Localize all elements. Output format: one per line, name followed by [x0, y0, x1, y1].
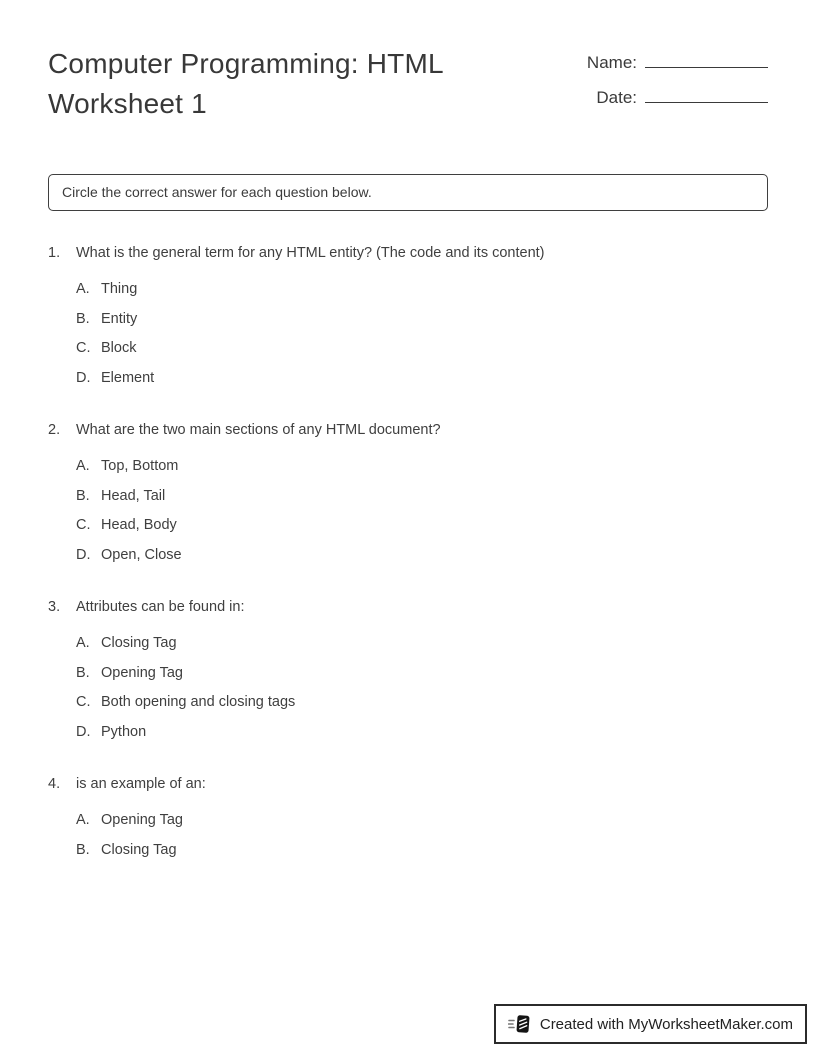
question-row [48, 774, 768, 794]
answer-option [76, 511, 768, 541]
page-title: Computer Programming: HTML Worksheet 1 [48, 48, 443, 119]
name-label: Name: [586, 53, 637, 72]
question-row [48, 597, 768, 617]
option-letter: D. [76, 546, 91, 563]
question [48, 420, 768, 570]
question-text: Attributes can be found in: [76, 599, 245, 615]
option-text: Closing Tag [101, 841, 177, 858]
option-list [48, 806, 768, 865]
option-text: Top, Bottom [101, 458, 179, 474]
answer-option [76, 629, 768, 659]
option-letter: B. [76, 841, 90, 858]
question-text: is an example of an: [76, 776, 206, 792]
answer-option [76, 305, 768, 335]
option-text: Entity [101, 310, 138, 327]
question [48, 774, 768, 865]
question-number: 4. [48, 776, 61, 792]
question-text: What are the two main sections of any HTML document? [76, 422, 441, 438]
option-text: Both opening and closing tags [101, 694, 296, 710]
name-date-fields [587, 44, 768, 122]
answer-option [76, 806, 768, 836]
answer-option [76, 452, 768, 482]
option-letter: C. [76, 340, 91, 356]
instructions-text: Circle the correct answer for each question below. [62, 184, 372, 200]
option-text: Head, Body [101, 517, 177, 533]
option-text: Thing [101, 281, 138, 297]
question-number: 2. [48, 422, 61, 438]
answer-option [76, 482, 768, 512]
question-number: 1. [48, 245, 61, 261]
date-field [587, 87, 768, 108]
answer-option [76, 718, 768, 748]
option-text: Opening Tag [101, 664, 183, 681]
question-number: 3. [48, 599, 61, 615]
name-field [587, 52, 768, 73]
option-text: Head, Tail [101, 487, 166, 504]
option-letter: B. [76, 664, 90, 681]
footer-credit [494, 1004, 807, 1044]
option-list [48, 452, 768, 570]
date-blank-line [645, 87, 768, 103]
answer-option [76, 275, 768, 305]
footer-text: Created with MyWorksheetMaker.com [539, 1015, 793, 1033]
option-letter: B. [76, 487, 90, 504]
answer-option [76, 334, 768, 364]
answer-option [76, 659, 768, 689]
answer-option [76, 541, 768, 571]
question [48, 597, 768, 747]
option-text: Closing Tag [101, 635, 177, 651]
option-letter: D. [76, 369, 91, 386]
name-blank-line [645, 52, 768, 68]
answer-option [76, 688, 768, 718]
option-letter: A. [76, 635, 90, 651]
answer-option [76, 836, 768, 866]
option-text: Opening Tag [101, 812, 183, 828]
answer-option [76, 364, 768, 394]
option-list [48, 629, 768, 747]
option-letter: A. [76, 458, 90, 474]
option-text: Element [101, 369, 155, 386]
option-text: Block [101, 340, 137, 356]
date-label: Date: [596, 88, 637, 107]
option-letter: C. [76, 517, 91, 533]
question-text: What is the general term for any HTML entity? (The code and its content) [76, 245, 545, 261]
option-letter: D. [76, 723, 91, 740]
question-row [48, 243, 768, 263]
option-letter: C. [76, 694, 91, 710]
option-letter: A. [76, 812, 90, 828]
option-text: Python [101, 723, 147, 740]
question-list [48, 243, 768, 865]
option-letter: A. [76, 281, 90, 297]
page-header [0, 0, 816, 124]
question-row [48, 420, 768, 440]
instructions-box [48, 174, 768, 211]
worksheetmaker-logo-icon [508, 1012, 532, 1036]
question [48, 243, 768, 393]
option-list [48, 275, 768, 393]
option-text: Open, Close [101, 546, 182, 563]
option-letter: B. [76, 310, 90, 327]
